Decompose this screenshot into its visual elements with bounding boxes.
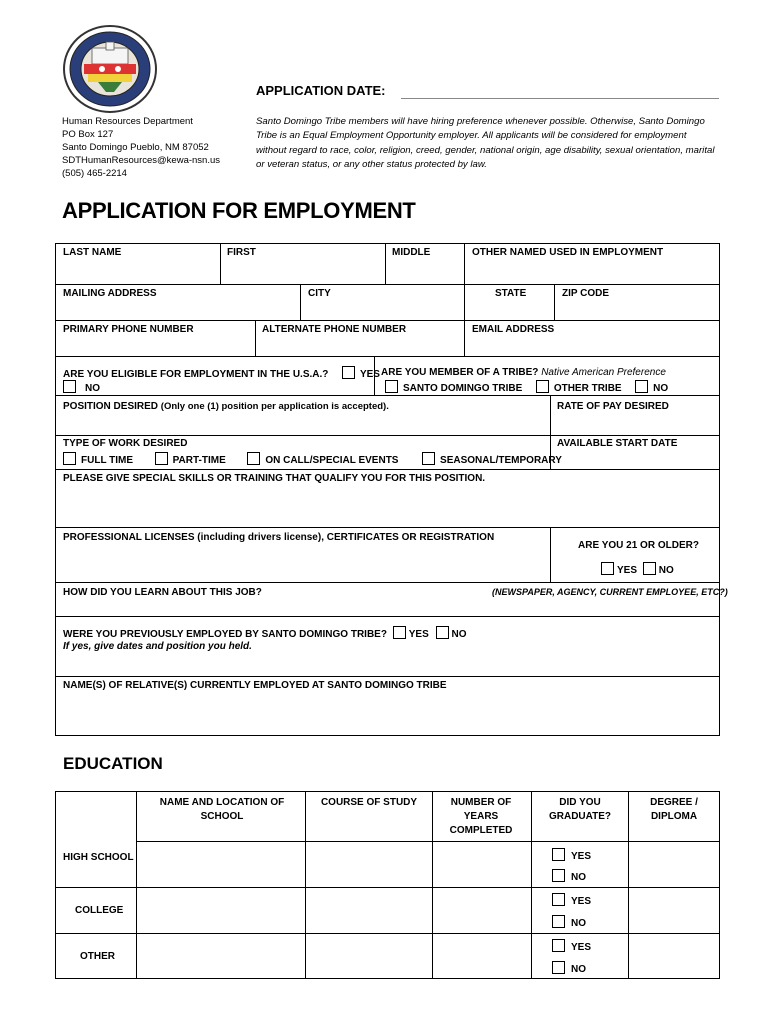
santo-domingo-label: SANTO DOMINGO TRIBE — [403, 383, 523, 394]
on-call-label: ON CALL/SPECIAL EVENTS — [265, 455, 399, 466]
contact-info — [62, 115, 220, 180]
college-grad-yes-checkbox[interactable] — [552, 893, 565, 906]
alternate-phone-field[interactable] — [256, 335, 463, 355]
education-title: EDUCATION — [63, 754, 163, 773]
part-time-checkbox[interactable] — [155, 452, 168, 465]
start-date-field[interactable] — [551, 450, 719, 468]
other-grad-yes-checkbox[interactable] — [552, 939, 565, 952]
college-school-field[interactable] — [137, 888, 304, 932]
hs-grad-yes — [552, 848, 591, 863]
other-names-field[interactable] — [465, 258, 719, 283]
relatives-label: NAME(S) OF RELATIVE(S) CURRENTLY EMPLOYED AT SANTO DOMINGO TRIBE — [63, 680, 447, 691]
other-grad-no-checkbox[interactable] — [552, 961, 565, 974]
other-years-field[interactable] — [433, 934, 530, 978]
learn-about-job-field[interactable] — [56, 599, 719, 615]
previously-employed-field[interactable] — [56, 655, 719, 675]
position-desired-field[interactable] — [56, 413, 549, 434]
primary-phone-label: PRIMARY PHONE NUMBER — [63, 324, 194, 335]
age-no-checkbox[interactable] — [643, 562, 656, 575]
hs-grad-yes-label: YES — [571, 851, 592, 862]
prev-yes-checkbox[interactable] — [393, 626, 406, 639]
full-time-label: FULL TIME — [81, 455, 134, 466]
hs-grad-no — [552, 869, 586, 884]
hs-grad-no-label: NO — [571, 872, 586, 883]
work-type-options — [63, 452, 562, 467]
rate-of-pay-label: RATE OF PAY DESIRED — [557, 401, 669, 412]
last-name-label: LAST NAME — [63, 247, 122, 258]
learn-about-job-note: (NEWSPAPER, AGENCY, CURRENT EMPLOYEE, ETC?) — [492, 587, 728, 597]
previously-employed-question — [63, 626, 467, 641]
city-field[interactable] — [301, 299, 463, 319]
other-grad-yes — [552, 939, 591, 954]
edu-col-course-header: COURSE OF STUDY — [320, 797, 418, 808]
hs-grad-yes-checkbox[interactable] — [552, 848, 565, 861]
page-title: APPLICATION FOR EMPLOYMENT — [62, 198, 416, 223]
age-question-label: ARE YOU 21 OR OLDER? — [578, 540, 699, 551]
eligible-yes-checkbox[interactable] — [342, 366, 355, 379]
middle-name-field[interactable] — [386, 258, 463, 283]
primary-phone-field[interactable] — [56, 335, 254, 355]
mailing-address-field[interactable] — [56, 299, 299, 319]
tribe-options — [385, 380, 668, 395]
learn-about-job-label: HOW DID YOU LEARN ABOUT THIS JOB? — [63, 587, 262, 598]
position-note: (Only one (1) position per application is accepted). — [160, 401, 389, 412]
licenses-field[interactable] — [56, 545, 549, 581]
middle-name-label: MIDDLE — [392, 247, 431, 258]
hs-course-field[interactable] — [306, 842, 431, 886]
college-degree-field[interactable] — [629, 888, 719, 932]
college-grad-yes-label: YES — [571, 896, 592, 907]
prev-no-checkbox[interactable] — [436, 626, 449, 639]
edu-row-other: OTHER — [80, 951, 115, 962]
edu-col-name-header: NAME AND LOCATION OF SCHOOL — [159, 797, 285, 822]
college-course-field[interactable] — [306, 888, 431, 932]
hs-grad-no-checkbox[interactable] — [552, 869, 565, 882]
hr-phone: (505) 465-2214 — [62, 168, 127, 179]
hr-email: SDTHumanResources@kewa-nsn.us — [62, 155, 221, 166]
eligible-yes-label: YES — [359, 369, 380, 380]
state-label: STATE — [495, 288, 527, 299]
start-date-label: AVAILABLE START DATE — [557, 438, 678, 449]
other-degree-field[interactable] — [629, 934, 719, 978]
other-tribe-label: OTHER TRIBE — [553, 383, 622, 394]
other-grad-yes-label: YES — [571, 942, 592, 953]
age-options — [601, 562, 674, 577]
po-box: PO Box 127 — [62, 129, 114, 140]
other-tribe-checkbox[interactable] — [536, 380, 549, 393]
hs-school-field[interactable] — [137, 842, 304, 886]
seasonal-label: SEASONAL/TEMPORARY — [440, 455, 562, 466]
application-date-line[interactable] — [401, 98, 719, 99]
other-school-field[interactable] — [137, 934, 304, 978]
eeo-statement: Santo Domingo Tribe members will have hiring preference whenever possible. Otherwise, Santo Domingo Tribe is an Equal Employment Opportunity employer. All applicants will be considered for employment without regard to race, color, religion, creed, gender, national origin, age disability, sexual orientation, marital or veteran status, or any other status protected by law. — [256, 116, 715, 170]
college-grad-yes — [552, 893, 591, 908]
last-name-field[interactable] — [56, 258, 219, 283]
on-call-checkbox[interactable] — [247, 452, 260, 465]
college-grad-no — [552, 915, 586, 930]
hs-degree-field[interactable] — [629, 842, 719, 886]
other-names-label: OTHER NAMED USED IN EMPLOYMENT — [472, 247, 664, 258]
college-grad-no-checkbox[interactable] — [552, 915, 565, 928]
eligible-no-label: NO — [85, 383, 100, 394]
dept-name: Human Resources Department — [62, 116, 193, 127]
eligible-no-checkbox[interactable] — [63, 380, 76, 393]
other-course-field[interactable] — [306, 934, 431, 978]
work-type-label: TYPE OF WORK DESIRED — [63, 438, 188, 449]
hs-years-field[interactable] — [433, 842, 530, 886]
prev-no-label: NO — [451, 629, 467, 640]
edu-row-high-school: HIGH SCHOOL — [63, 852, 134, 863]
edu-col-degree-header: DEGREE / DIPLOMA — [650, 797, 698, 822]
zip-code-label: ZIP CODE — [562, 288, 610, 299]
full-time-checkbox[interactable] — [63, 452, 76, 465]
tribe-question-text: ARE YOU MEMBER OF A TRIBE? — [381, 367, 539, 378]
eligibility-question — [63, 366, 380, 381]
age-yes-checkbox[interactable] — [601, 562, 614, 575]
previously-employed-note: If yes, give dates and position you held. — [63, 641, 252, 652]
application-date-label: APPLICATION DATE: — [256, 83, 386, 98]
part-time-label: PART-TIME — [172, 455, 226, 466]
tribe-no-label: NO — [653, 383, 669, 394]
skills-field[interactable] — [56, 486, 719, 526]
tribe-preference-note: Native American Preference — [541, 367, 666, 378]
edu-row-college: COLLEGE — [75, 905, 124, 916]
tribe-no-checkbox[interactable] — [635, 380, 648, 393]
zip-code-field[interactable] — [555, 299, 719, 319]
tribe-question — [381, 366, 666, 379]
age-yes-label: YES — [617, 565, 638, 576]
skills-label: PLEASE GIVE SPECIAL SKILLS OR TRAINING THAT QUALIFY YOU FOR THIS POSITION. — [63, 473, 486, 484]
other-grad-no-label: NO — [571, 964, 586, 975]
email-field[interactable] — [465, 335, 719, 355]
prev-yes-label: YES — [408, 629, 429, 640]
position-desired-label — [63, 400, 389, 413]
city-label: CITY — [308, 288, 331, 299]
licenses-label: PROFESSIONAL LICENSES (including drivers license), CERTIFICATES OR REGISTRATION — [63, 532, 495, 543]
previously-employed-text: WERE YOU PREVIOUSLY EMPLOYED BY SANTO DOMINGO TRIBE? — [63, 629, 387, 640]
santo-domingo-checkbox[interactable] — [385, 380, 398, 393]
edu-col-years-header: NUMBER OF YEARS COMPLETED — [449, 797, 513, 836]
edu-col-grad-header: DID YOU GRADUATE? — [548, 797, 612, 822]
eligible-no-option — [63, 380, 100, 395]
alternate-phone-label: ALTERNATE PHONE NUMBER — [262, 324, 407, 335]
age-no-label: NO — [658, 565, 674, 576]
eligibility-question-text: ARE YOU ELIGIBLE FOR EMPLOYMENT IN THE U.S.A.? — [63, 369, 329, 380]
rate-of-pay-field[interactable] — [551, 413, 719, 434]
college-years-field[interactable] — [433, 888, 530, 932]
state-field[interactable] — [465, 299, 553, 319]
first-name-label: FIRST — [227, 247, 256, 258]
first-name-field[interactable] — [221, 258, 384, 283]
college-grad-no-label: NO — [571, 918, 586, 929]
tribe-seal-logo — [62, 24, 158, 114]
email-label: EMAIL ADDRESS — [472, 324, 555, 335]
other-grad-no — [552, 961, 586, 976]
relatives-field[interactable] — [56, 693, 719, 735]
city-address: Santo Domingo Pueblo, NM 87052 — [62, 142, 209, 153]
position-desired-text: POSITION DESIRED — [63, 401, 159, 412]
mailing-address-label: MAILING ADDRESS — [63, 288, 157, 299]
seasonal-checkbox[interactable] — [422, 452, 435, 465]
